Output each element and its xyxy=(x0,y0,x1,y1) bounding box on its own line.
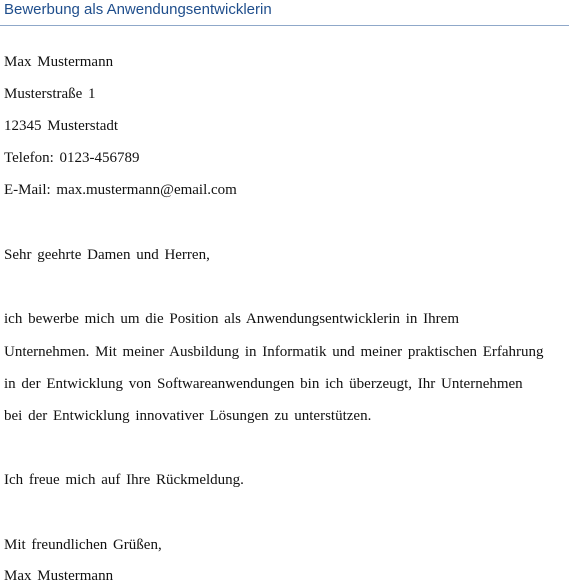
sender-email: E-Mail: max.mustermann@email.com xyxy=(4,182,237,198)
body-line: in der Entwicklung von Softwareanwendungen bin ich überzeugt, Ihr Unternehmen xyxy=(4,376,523,392)
sender-phone: Telefon: 0123-456789 xyxy=(4,150,140,166)
signature-name: Max Mustermann xyxy=(4,568,114,584)
title-divider xyxy=(0,25,569,26)
document-title: Bewerbung als Anwendungsentwicklerin xyxy=(4,1,272,18)
salutation: Sehr geehrte Damen und Herren, xyxy=(4,247,210,263)
sender-street: Musterstraße 1 xyxy=(4,86,96,102)
valediction: Mit freundlichen Grüßen, xyxy=(4,537,162,553)
body-line: ich bewerbe mich um die Position als Anwendungsentwicklerin in Ihrem xyxy=(4,311,459,327)
sender-name: Max Mustermann xyxy=(4,54,114,70)
closing-statement: Ich freue mich auf Ihre Rückmeldung. xyxy=(4,472,244,488)
sender-city: 12345 Musterstadt xyxy=(4,118,119,134)
body-line: Unternehmen. Mit meiner Ausbildung in Informatik und meiner praktischen Erfahrung xyxy=(4,344,544,360)
body-line: bei der Entwicklung innovativer Lösungen zu unterstützen. xyxy=(4,408,372,424)
